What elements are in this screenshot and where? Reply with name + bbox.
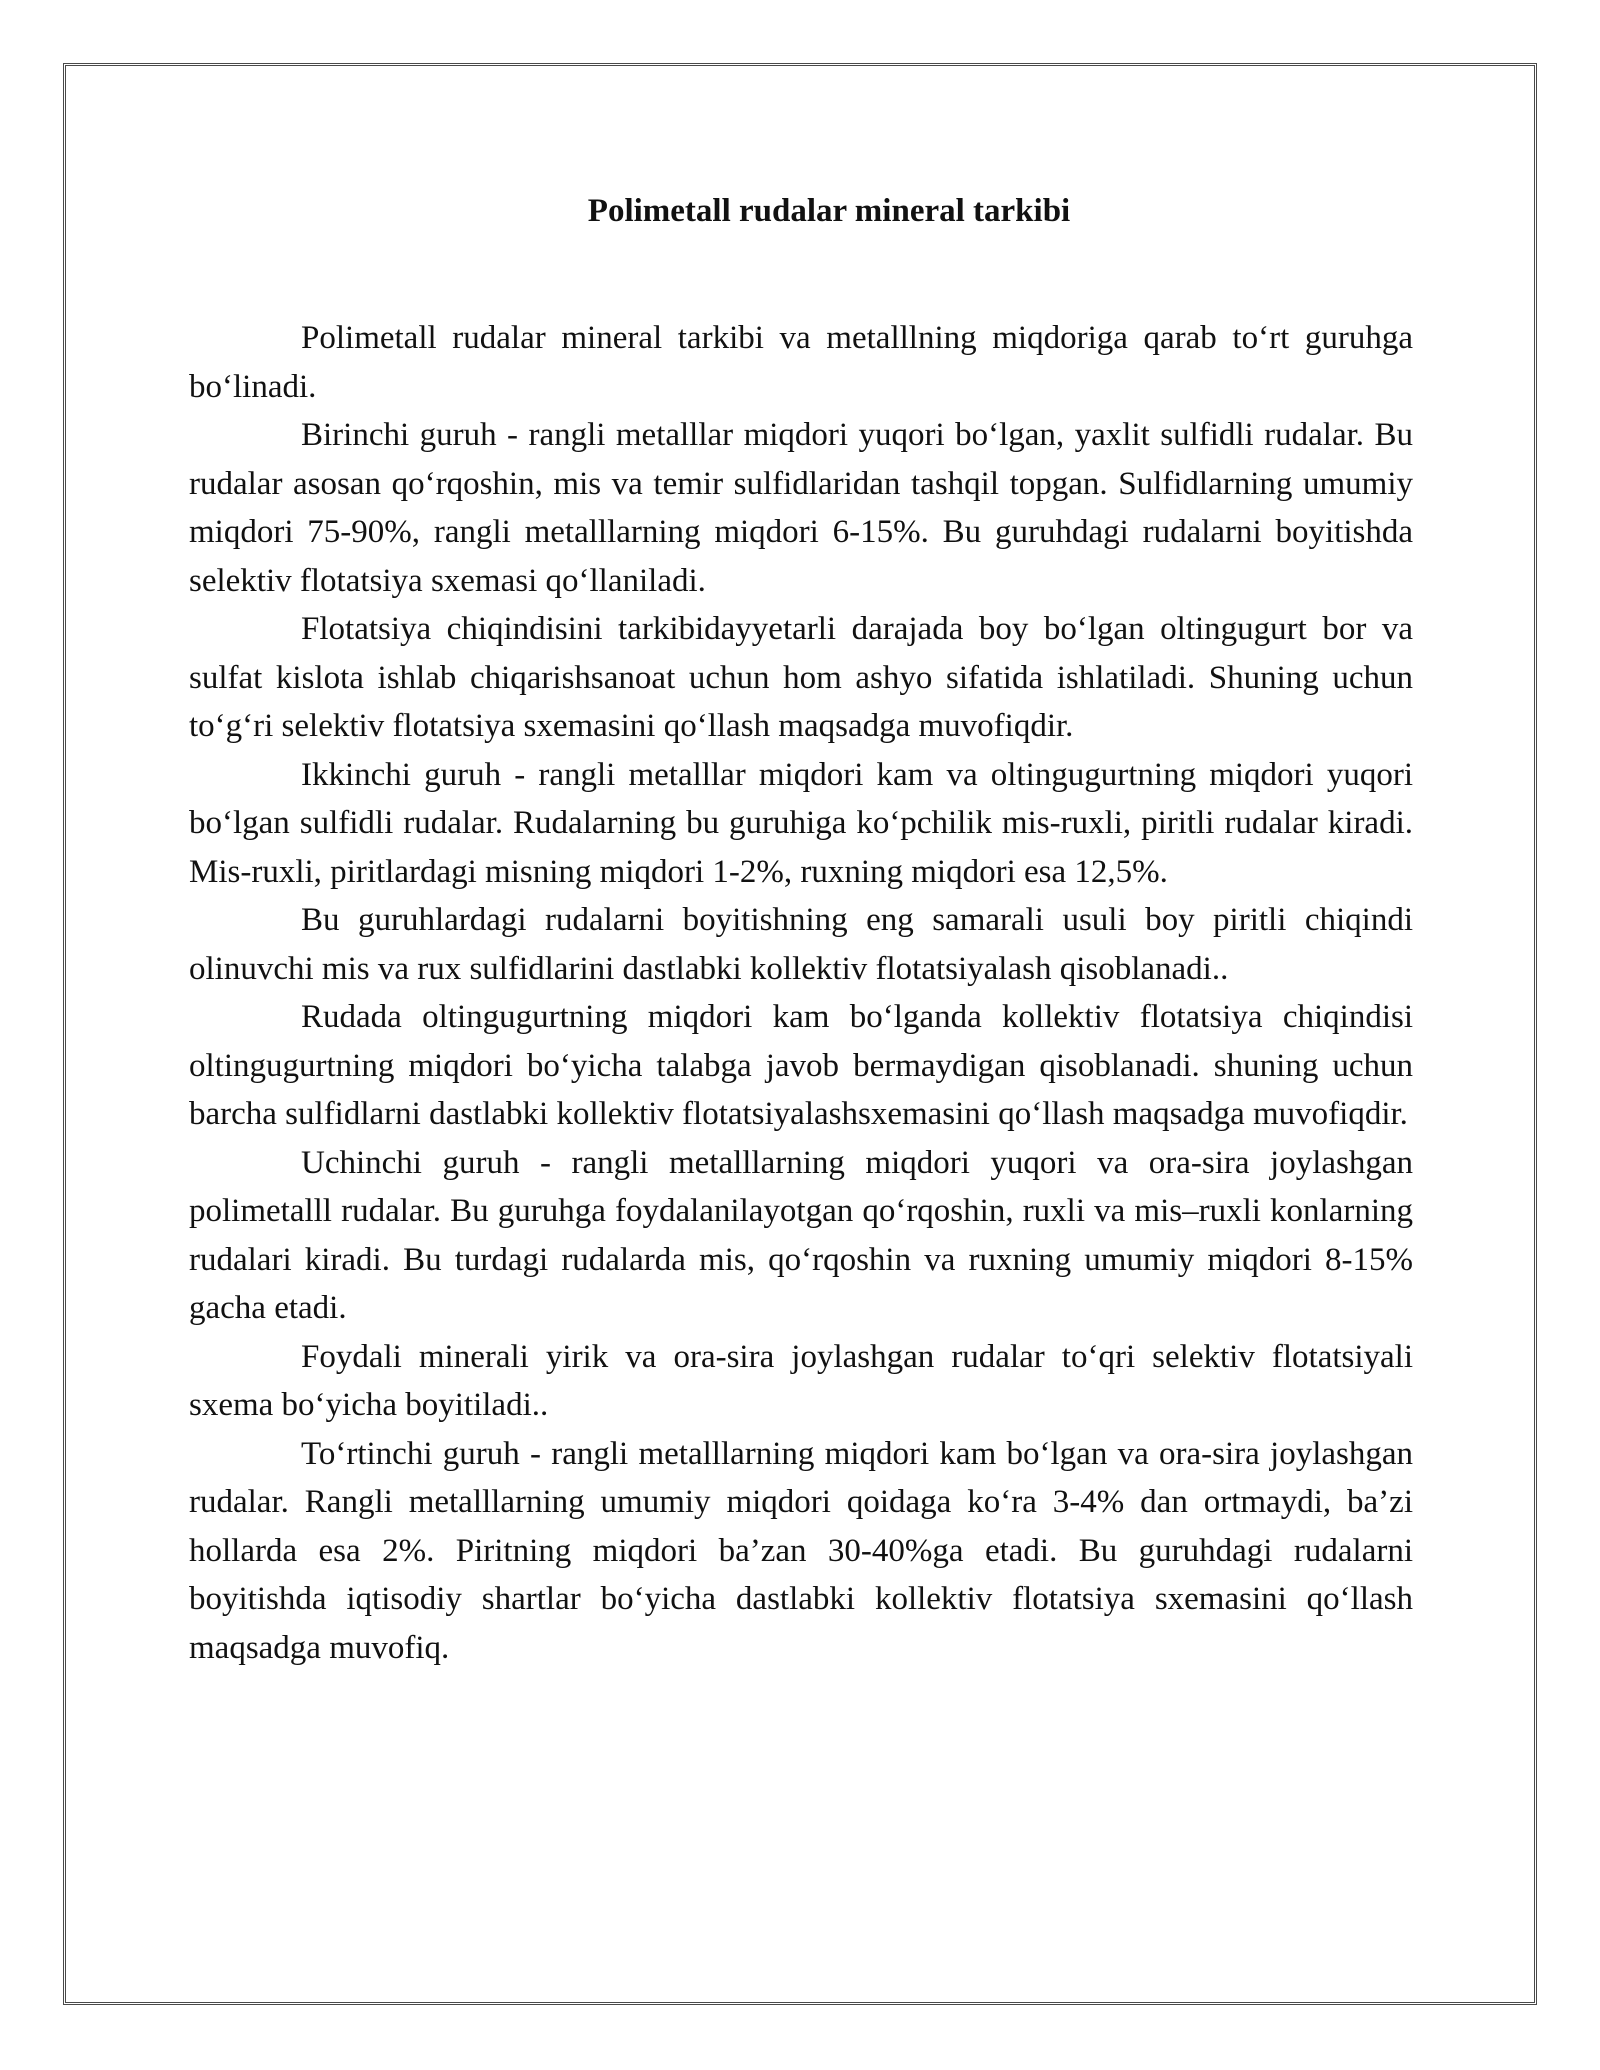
document-body <box>189 185 1413 1672</box>
paragraph-1: Polimetall rudalar mineral tarkibi va metalllning miqdoriga qarab to‘rt guruhga bo‘linadi. <box>189 320 1413 405</box>
paragraph-2: Birinchi guruh - rangli metalllar miqdori yuqori bo‘lgan, yaxlit sulfidli rudalar. Bu rudalar asosan qo‘rqoshin, mis va temir sulfidlaridan tashqil topgan. Sulfidlarning umumiy miqdori 75-90%, rangli metalllarning miqdori 6-15%. Bu guruhdagi rudalarni boyitishda selektiv flotatsiya sxemasi qo‘llaniladi. <box>189 417 1413 599</box>
paragraph-8: Foydali minerali yirik va ora-sira joylashgan rudalar to‘qri selektiv flotatsiyali sxema bo‘yicha boyitiladi.. <box>189 1338 1413 1423</box>
paragraph-3: Flotatsiya chiqindisini tarkibidayyetarli darajada boy bo‘lgan oltingugurt bor va sulfat kislota ishlab chiqarishsanoat uchun hom ashyo sifatida ishlatiladi. Shuning uchun to‘g‘ri selektiv flotatsiya sxemasini qo‘llash maqsadga muvofiqdir. <box>189 611 1413 744</box>
document-title: Polimetall rudalar mineral tarkibi <box>587 193 1071 229</box>
paragraph-4: Ikkinchi guruh - rangli metalllar miqdori kam va oltingugurtning miqdori yuqori bo‘lgan sulfidli rudalar. Rudalarning bu guruhiga ko‘pchilik mis-ruxli, piritli rudalar kiradi. Mis-ruxli, piritlardagi misning miqdori 1-2%, ruxning miqdori esa 12,5%. <box>189 756 1413 890</box>
paragraph-9: To‘rtinchi guruh - rangli metalllarning miqdori kam bo‘lgan va ora-sira joylashgan rudalar. Rangli metalllarning umumiy miqdori qoidaga ko‘ra 3-4% dan ortmaydi, ba’zi hollarda esa 2%. Piritning miqdori ba’zan 30-40%ga etadi. Bu guruhdagi rudalarni boyitishda iqtisodiy shartlar bo‘yicha dastlabki kollektiv flotatsiya sxemasini qo‘llash maqsadga muvofiq. <box>189 1435 1413 1666</box>
paragraph-7: Uchinchi guruh - rangli metalllarning miqdori yuqori va ora-sira joylashgan polimetalll rudalar. Bu guruhga foydalanilayotgan qo‘rqoshin, ruxli va mis–ruxli konlarning rudalari kiradi. Bu turdagi rudalarda mis, qo‘rqoshin va ruxning umumiy miqdori 8-15% gacha etadi. <box>189 1144 1413 1326</box>
paragraph-5: Bu guruhlardagi rudalarni boyitishning eng samarali usuli boy piritli chiqindi olinuvchi mis va rux sulfidlarini dastlabki kollektiv flotatsiyalash qisoblanadi.. <box>189 902 1413 987</box>
paragraph-6: Rudada oltingugurtning miqdori kam bo‘lganda kollektiv flotatsiya chiqindisi oltingugurtning miqdori bo‘yicha talabga javob bermaydigan qisoblanadi. shuning uchun barcha sulfidlarni dastlabki kollektiv flotatsiyalashsxemasini qo‘llash maqsadga muvofiqdir. <box>189 999 1413 1132</box>
